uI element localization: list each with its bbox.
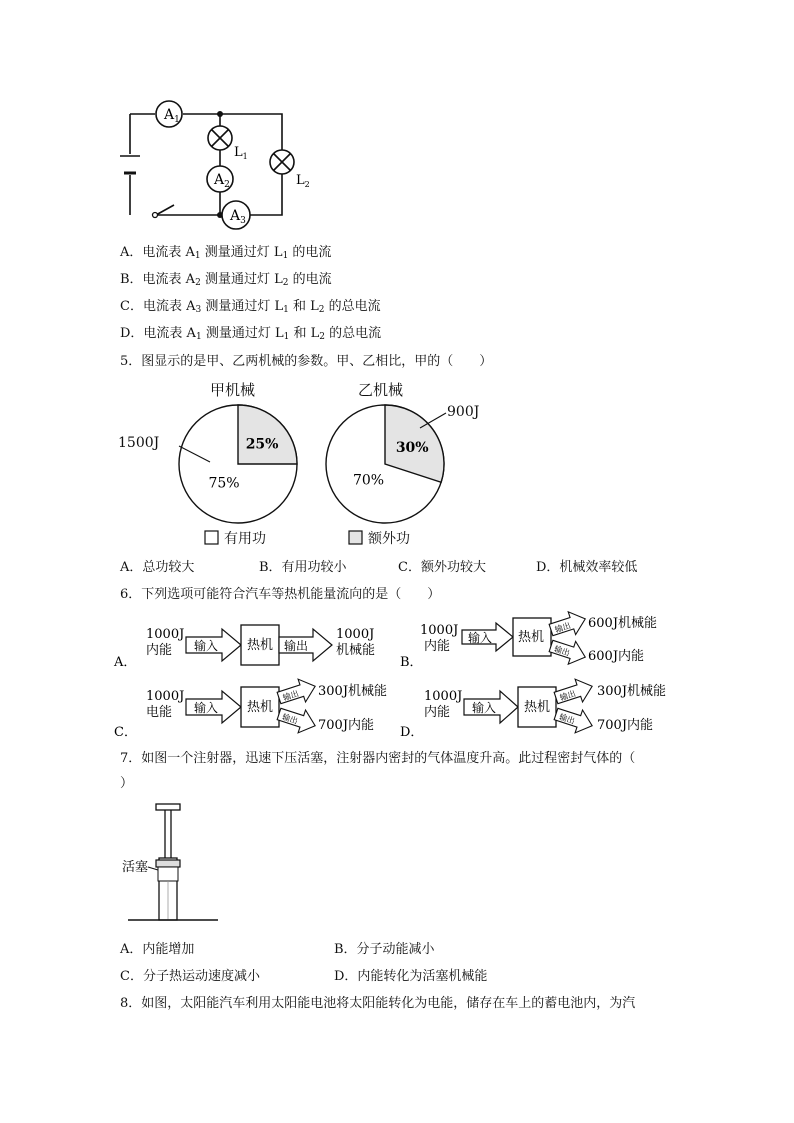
svg-text:700J内能: 700J内能: [597, 718, 654, 733]
pie-slice-extra: [238, 405, 297, 464]
flow-option-c: [114, 675, 387, 740]
pie-yi: [326, 405, 444, 523]
svg-text:300J机械能: 300J机械能: [318, 684, 388, 699]
q7-stem-line1: 7．如图一个注射器，迅速下压活塞，注射器内密封的气体温度升高。此过程密封气体的（: [120, 751, 636, 766]
svg-text:1000J: 1000J: [424, 689, 463, 704]
svg-text:600J机械能: 600J机械能: [588, 616, 658, 631]
q6-stem: 6．下列选项可能符合汽车等热机能量流向的是（ ）: [120, 587, 441, 602]
svg-text:L2: $L_2$: [296, 173, 310, 189]
q5-stem: 5．图显示的是甲、乙两机械的参数。甲、乙相比，甲的（ ）: [120, 354, 493, 369]
pie-label-useful: 75%: [208, 475, 240, 492]
q7-option-c: C．分子热运动速度减小: [120, 969, 260, 984]
q7-option-a: A．内能增加: [120, 942, 195, 957]
svg-text:B．: B．: [400, 655, 423, 670]
q7-option-b: B．分子动能减小: [334, 942, 435, 957]
svg-text:输入: 输入: [194, 701, 219, 715]
svg-text:1000J: 1000J: [336, 627, 375, 642]
svg-text:输入: 输入: [194, 639, 219, 653]
svg-text:输出: 输出: [557, 712, 576, 726]
ammeter-a2: [207, 166, 233, 192]
pie-jia: [179, 405, 297, 523]
svg-text:1000J: 1000J: [146, 627, 185, 642]
svg-text:输出: 输出: [284, 639, 309, 653]
svg-text:输出: 输出: [281, 688, 300, 703]
svg-text:300J机械能: 300J机械能: [597, 684, 667, 699]
svg-text:A3: $A_3$: [230, 208, 246, 226]
pie-annotation-yi: 900J: [447, 404, 480, 420]
pie-title-jia: 甲机械: [210, 381, 256, 399]
svg-text:热机: 热机: [247, 638, 274, 653]
lamp-l2: [270, 150, 310, 189]
q4-option-a: A．电流表 $A_1$ 测量通过灯 $L_1$ 的电流: [120, 245, 332, 261]
svg-text:700J内能: 700J内能: [318, 718, 375, 733]
svg-text:L1: $L_1$: [234, 145, 248, 161]
svg-text:内能: 内能: [146, 643, 173, 658]
svg-text:600J内能: 600J内能: [588, 649, 645, 664]
svg-text:A2: $A_2$: [214, 172, 230, 190]
svg-text:内能: 内能: [424, 639, 451, 654]
svg-text:输出: 输出: [558, 688, 577, 703]
q5-option-c: C．额外功较大: [398, 560, 486, 575]
svg-text:输出: 输出: [553, 620, 572, 635]
q7-stem-line2: ）: [120, 776, 134, 791]
piston-label: 活塞: [122, 860, 149, 875]
legend-useful-swatch: [205, 531, 218, 544]
q8-stem: 8．如图，太阳能汽车利用太阳能电池将太阳能转化为电能，储存在车上的蓄电池内，为汽: [120, 996, 636, 1011]
svg-text:A．: A．: [114, 655, 137, 670]
svg-text:热机: 热机: [247, 700, 274, 715]
q4-option-c: C．电流表 $A_3$ 测量通过灯 $L_1$ 和 $L_2$ 的总电流: [120, 299, 381, 315]
ammeter-a1: [156, 101, 182, 127]
svg-text:热机: 热机: [518, 630, 545, 645]
legend-extra-label: 额外功: [368, 531, 410, 547]
svg-text:输入: 输入: [468, 631, 493, 645]
svg-text:输出: 输出: [280, 712, 299, 726]
pie-label-extra: 30%: [395, 439, 429, 456]
pie-title-yi: 乙机械: [358, 381, 404, 399]
flow-option-d: [400, 675, 666, 740]
q7-option-d: D．内能转化为活塞机械能: [334, 969, 488, 984]
flow-option-b: [400, 608, 657, 670]
svg-text:1000J: 1000J: [420, 623, 459, 638]
q5-option-b: B．有用功较小: [259, 560, 347, 575]
svg-text:1000J: 1000J: [146, 689, 185, 704]
q4-option-b: B．电流表 $A_2$ 测量通过灯 $L_2$ 的电流: [120, 272, 332, 288]
q4-option-d: D．电流表 $A_1$ 测量通过灯 $L_1$ 和 $L_2$ 的总电流: [120, 326, 382, 342]
legend-extra-swatch: [349, 531, 362, 544]
lamp-l1: [208, 126, 248, 161]
pie-annotation-jia: 1500J: [118, 435, 160, 451]
pie-charts: [110, 376, 510, 554]
svg-text:A1: $A_1$: [164, 107, 180, 125]
syringe-diagram: [118, 800, 228, 930]
pie-label-extra: 25%: [245, 436, 279, 453]
svg-text:机械能: 机械能: [336, 643, 376, 658]
svg-text:输入: 输入: [472, 701, 497, 715]
pie-label-useful: 70%: [352, 472, 385, 489]
svg-text:内能: 内能: [424, 705, 451, 720]
svg-text:电能: 电能: [146, 705, 173, 720]
svg-text:热机: 热机: [524, 700, 551, 715]
q5-option-a: A．总功较大: [120, 560, 195, 575]
svg-text:D．: D．: [400, 725, 424, 740]
flow-option-a: [113, 625, 375, 670]
svg-text:C．: C．: [114, 725, 137, 740]
q5-option-d: D．机械效率较低: [536, 560, 638, 575]
legend-useful-label: 有用功: [224, 531, 266, 547]
svg-text:输出: 输出: [552, 644, 571, 658]
circuit-diagram: [118, 92, 318, 232]
ammeter-a3: [222, 201, 250, 229]
energy-flow-diagrams: [110, 608, 690, 742]
